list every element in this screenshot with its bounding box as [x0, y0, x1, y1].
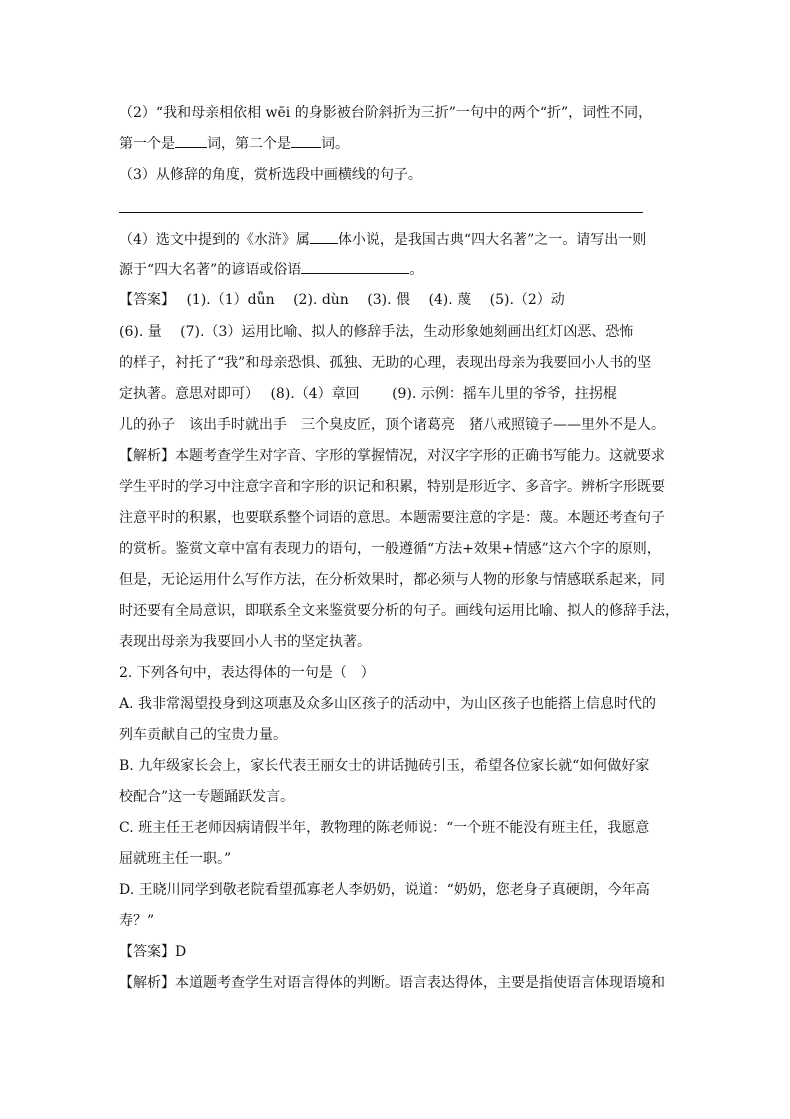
q4-text-b: 体小说，是我国古典“四大名著”之一。请写出一则	[337, 232, 647, 248]
answer2-value: D	[175, 944, 187, 960]
answer1-line-2: (6). 量 (7).（3）运用比喻、拟人的修辞手法，生动形象她刻画出红灯凶恶、恐怖	[119, 324, 634, 340]
question2-option-b-line-2: 校配合”这一专题踊跃发言。	[119, 789, 295, 805]
question2-option-c-line-1: C. 班主任王老师因病请假半年，教物理的陈老师说：“一个班不能没有班主任，我愿意	[119, 820, 650, 836]
q4-blank-1	[310, 229, 338, 244]
question2-option-a-line-1: A. 我非常渴望投身到这项惠及众多山区孩子的活动中，为山区孩子也能搭上信息时代的	[119, 696, 657, 712]
analysis1-line-2: 学生平时的学习中注意字音和字形的识记和积累，特别是形近字、多音字。辨析字形既要	[119, 479, 665, 495]
q3-line-1: （3）从修辞的角度，赏析选段中画横线的句子。	[119, 167, 422, 183]
q4-blank-2	[301, 259, 409, 274]
analysis1-line-4: 的赏析。鉴赏文章中富有表现力的语句，一般遵循“方法+效果+情感”这六个字的原则，	[119, 541, 661, 557]
question2-option-a-line-2: 列车贡献自己的宝贵力量。	[119, 727, 287, 743]
q4-text-a: （4）选文中提到的《水浒》属	[119, 232, 310, 248]
answer1-line-4: 定执著。意思对即可） (8).（4）章回 (9). 示例：摇车儿里的爷爷，拄拐棍	[119, 386, 617, 402]
question2-option-d-line-2: 寿？”	[119, 913, 155, 929]
q2-line-2	[119, 133, 349, 154]
answer1-line-3: 的样子，衬托了“我”和母亲恐惧、孤独、无助的心理，表现出母亲为我要回小人书的坚	[119, 355, 652, 371]
q2-blank-2	[291, 133, 321, 148]
q2-blank-1	[175, 133, 207, 148]
q4-line-1	[119, 229, 646, 250]
analysis1-line-5: 但是，无论运用什么写作方法，在分析效果时，都必须与人物的形象与情感联系起来，同	[119, 572, 665, 588]
q4-text-c: 源于“四大名著”的谚语或俗语	[119, 262, 302, 278]
answer1-line-5: 儿的孙子 该出手时就出手 三个臭皮匠，顶个诸葛亮 猪八戒照镜子——里外不是人。	[119, 417, 665, 433]
analysis1-line-7: 表现出母亲为我要回小人书的坚定执著。	[119, 634, 371, 650]
q2-text-c: 词。	[321, 136, 349, 152]
question2-option-b-line-1: B. 九年级家长会上，家长代表王丽女士的讲话抛砖引玉，希望各位家长就“如何做好家	[119, 758, 650, 774]
q2-text-b: 词，第二个是	[207, 136, 291, 152]
answer1-line-1: 【答案】 (1).（1）dǖn (2). dùn (3). 偎 (4). 蔑 (5).（2）动	[119, 292, 565, 308]
analysis2-line-1: 【解析】本道题考查学生对语言得体的判断。语言表达得体，主要是指使语言体现语境和	[119, 975, 665, 991]
answer2-label: 【答案】	[119, 944, 175, 960]
analysis1-line-6: 时还要有全局意识，即联系全文来鉴赏要分析的句子。画线句运用比喻、拟人的修辞手法，	[119, 603, 679, 619]
question2-option-d-line-1: D. 王晓川同学到敬老院看望孤寡老人李奶奶，说道：“奶奶，您老身子真硬朗，今年高	[119, 882, 650, 898]
answer2-line	[119, 942, 186, 962]
q3-answer-line	[119, 212, 643, 213]
analysis1-line-1: 【解析】本题考查学生对字音、字形的掌握情况，对汉字字形的正确书写能力。这就要求	[119, 448, 665, 464]
q4-line-2	[119, 259, 423, 280]
q4-text-d: 。	[409, 262, 424, 278]
q2-line-1: （2）“我和母亲相依相 wēi 的身影被台阶斜折为三折”一句中的两个“折”，词性不同，	[119, 105, 653, 121]
question2-option-c-line-2: 屈就班主任一职。”	[119, 851, 232, 867]
analysis1-line-3: 注意平时的积累，也要联系整个词语的意思。本题需要注意的字是：蔑。本题还考查句子	[119, 510, 665, 526]
q2-text-a: 第一个是	[119, 136, 175, 152]
question2-stem: 2. 下列各句中，表达得体的一句是（ ）	[119, 665, 375, 681]
